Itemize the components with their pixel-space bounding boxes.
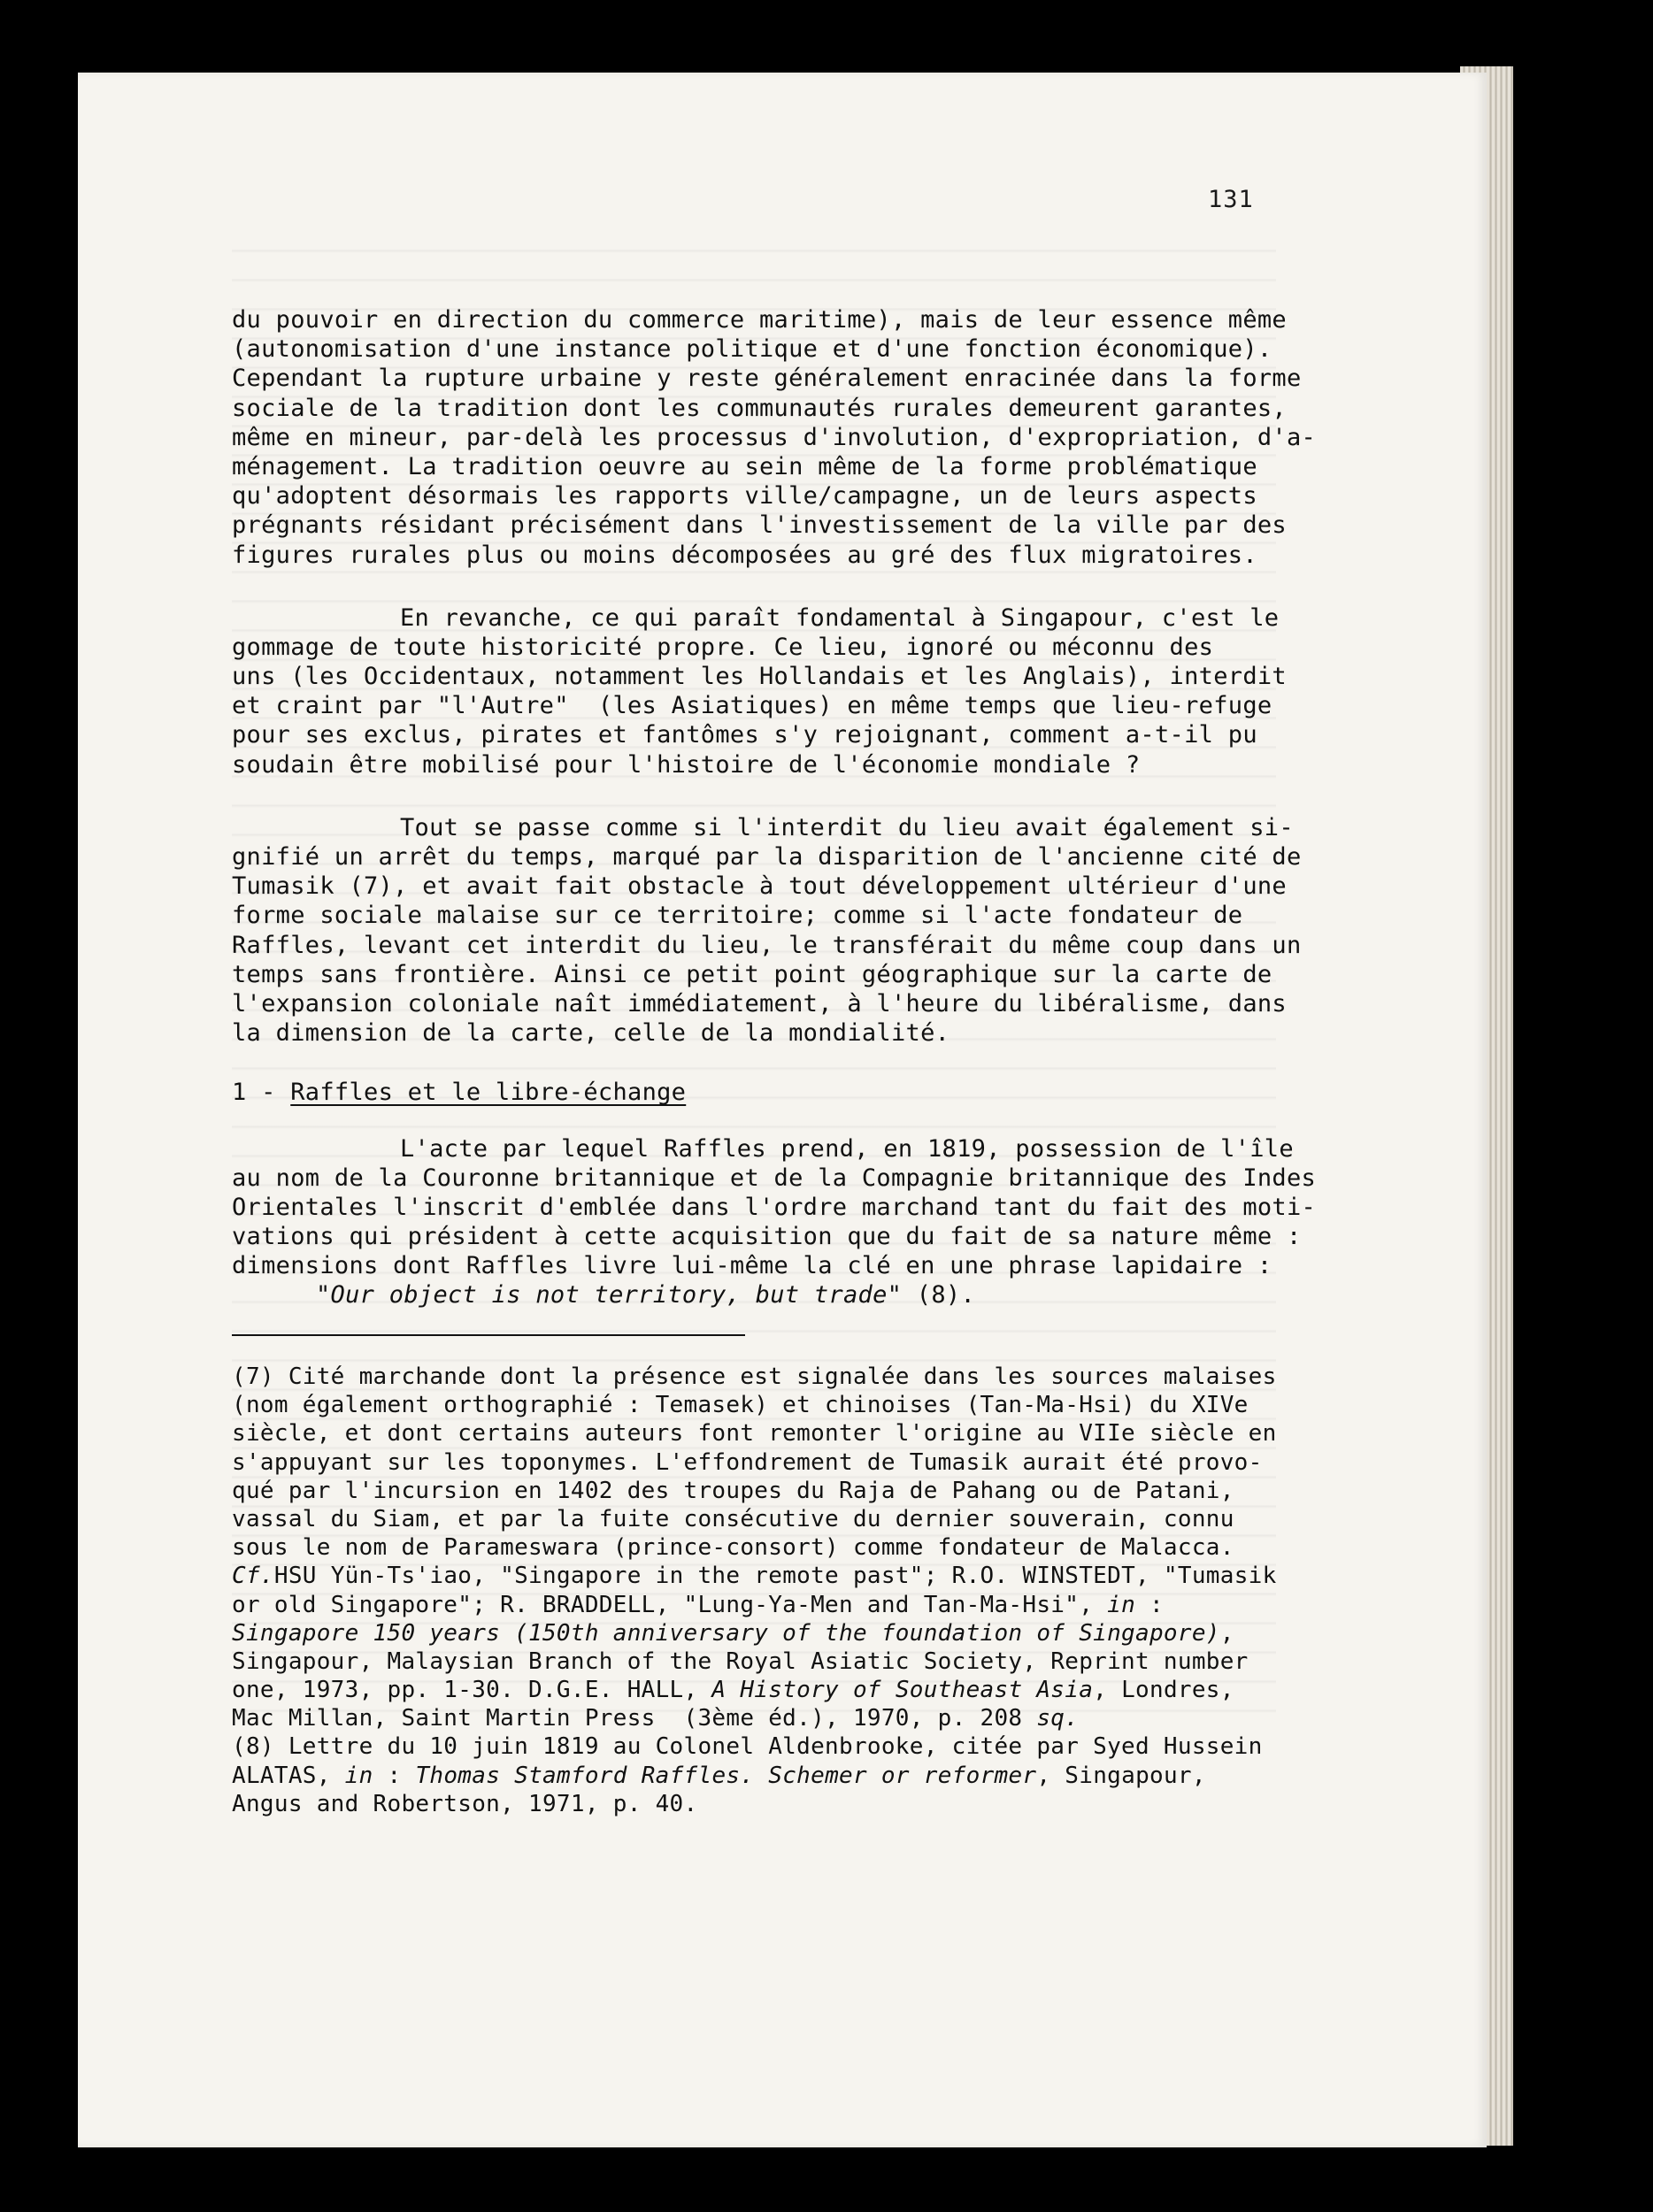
text-line: même en mineur, par-delà les processus d'involution, d'expropriation, d'a- xyxy=(232,423,1317,451)
sq-abbrev: sq. xyxy=(1036,1705,1080,1732)
citation-text: ALATAS, xyxy=(232,1762,345,1789)
quotation-line xyxy=(232,1280,1280,1310)
text-line: En revanche, ce qui paraît fondamental à Singapour, c'est le xyxy=(400,603,1280,632)
main-text xyxy=(232,305,1317,1310)
text-line: Raffles, levant cet interdit du lieu, le transférait du même coup dans un xyxy=(232,931,1302,959)
footnote-7 xyxy=(232,1363,1280,1732)
text-line: la dimension de la carte, celle de la mondialité. xyxy=(232,1019,950,1048)
footnote-line: (nom également orthographié : Temasek) et chinoises (Tan-Ma-Hsi) du XIVe xyxy=(232,1392,1249,1419)
text-line: Orientales l'inscrit d'emblée dans l'ordre marchand tant du fait des moti- xyxy=(232,1193,1317,1221)
footnote-line: qué par l'incursion en 1402 des troupes du Raja de Pahang ou de Patani, xyxy=(232,1477,1234,1504)
in-word: in xyxy=(344,1762,373,1789)
text-line: prégnants résidant précisément dans l'investissement de la ville par des xyxy=(232,511,1287,540)
text-line: Tout se passe comme si l'interdit du lieu avait également si- xyxy=(400,813,1294,841)
text-line: temps sans frontière. Ainsi ce petit point géographique sur la carte de xyxy=(232,960,1272,988)
footnote-line: Singapour, Malaysian Branch of the Royal Asiatic Society, Reprint number xyxy=(232,1647,1249,1675)
book-title: Thomas Stamford Raffles. Schemer or reformer xyxy=(415,1762,1037,1789)
footnotes xyxy=(232,1363,1280,1818)
citation-text: or old Singapore"; R. BRADDELL, "Lung-Ya-Men and Tan-Ma-Hsi", xyxy=(232,1591,1108,1618)
footnote-ref-8: (8). xyxy=(902,1281,975,1310)
footnote-line: vassal du Siam, et par la fuite consécutive du dernier souverain, connu xyxy=(232,1505,1234,1532)
citation-text: HSU Yün-Ts'iao, "Singapore in the remote past"; R.O. WINSTEDT, "Tumasik xyxy=(273,1563,1277,1590)
citation-text: , xyxy=(1219,1619,1234,1647)
text-line: gnifié un arrêt du temps, marqué par la disparition de l'ancienne cité de xyxy=(232,843,1302,871)
text-line: dimensions dont Raffles livre lui-même la clé en une phrase lapidaire : xyxy=(232,1252,1272,1280)
citation-text: , Singapour, xyxy=(1036,1762,1206,1789)
footnote-line xyxy=(232,1591,1280,1619)
text-line: figures rurales plus ou moins décomposées au gré des flux migratoires. xyxy=(232,541,1257,569)
section-title: Raffles et le libre-échange xyxy=(290,1079,687,1107)
page-number: 131 xyxy=(1208,186,1254,213)
citation-text: : xyxy=(1135,1591,1164,1618)
footnote-line xyxy=(232,1562,1280,1590)
text-line: du pouvoir en direction du commerce maritime), mais de leur essence même xyxy=(232,306,1287,334)
paragraph-1 xyxy=(232,305,1317,570)
text-line: L'acte par lequel Raffles prend, en 1819, possession de l'île xyxy=(400,1134,1294,1163)
book-title: Singapore 150 years (150th anniversary of the foundation of Singapore) xyxy=(232,1619,1220,1647)
footnote-divider xyxy=(232,1334,745,1336)
footnote-line: siècle, et dont certains auteurs font remonter l'origine au VIIe siècle en xyxy=(232,1420,1277,1448)
cf-abbrev: Cf. xyxy=(232,1563,274,1590)
footnote-line: sous le nom de Parameswara (prince-consort) comme fondateur de Malacca. xyxy=(232,1534,1234,1562)
text-line: l'expansion coloniale naît immédiatement, à l'heure du libéralisme, dans xyxy=(232,989,1287,1018)
text-line: gommage de toute historicité propre. Ce lieu, ignoré ou méconnu des xyxy=(232,633,1214,661)
text-line: et craint par "l'Autre" (les Asiatiques) en même temps que lieu-refuge xyxy=(232,692,1272,720)
text-line: soudain être mobilisé pour l'histoire de l'économie mondiale ? xyxy=(232,750,1141,779)
text-line: Tumasik (7), et avait fait obstacle à tout développement ultérieur d'une xyxy=(232,872,1287,901)
in-word: in xyxy=(1107,1591,1136,1618)
text-line: Cependant la rupture urbaine y reste généralement enracinée dans la forme xyxy=(232,365,1302,393)
text-line: qu'adoptent désormais les rapports ville/campagne, un de leurs aspects xyxy=(232,482,1257,511)
text-line: pour ses exclus, pirates et fantômes s'y rejoignant, comment a-t-il pu xyxy=(232,721,1257,749)
footnote-line: (8) Lettre du 10 juin 1819 au Colonel Aldenbrooke, citée par Syed Hussein xyxy=(232,1733,1263,1761)
text-line: ménagement. La tradition oeuvre au sein même de la forme problématique xyxy=(232,452,1257,480)
text-line: vations qui président à cette acquisition que du fait de sa nature même : xyxy=(232,1223,1302,1251)
paragraph-4 xyxy=(232,1134,1317,1310)
footnote-line xyxy=(232,1762,1280,1790)
footnote-line: (7) Cité marchande dont la présence est signalée dans les sources malaises xyxy=(232,1363,1277,1390)
section-heading xyxy=(232,1078,1280,1107)
text-line: forme sociale malaise sur ce territoire; comme si l'acte fondateur de xyxy=(232,902,1243,930)
text-line: sociale de la tradition dont les communautés rurales demeurent garantes, xyxy=(232,394,1287,422)
section-number: 1 - xyxy=(232,1079,291,1107)
paragraph-2 xyxy=(232,603,1287,780)
footnote-line: Angus and Robertson, 1971, p. 40. xyxy=(232,1790,698,1817)
text-line: au nom de la Couronne britannique et de la Compagnie britannique des Indes xyxy=(232,1164,1317,1192)
citation-text: : xyxy=(373,1762,416,1789)
footnote-8 xyxy=(232,1732,1280,1818)
footnote-line xyxy=(232,1704,1280,1732)
text-line: (autonomisation d'une instance politique et d'une fonction économique). xyxy=(232,335,1272,364)
footnote-line xyxy=(232,1676,1280,1704)
paragraph-3 xyxy=(232,813,1302,1048)
citation-text: , Londres, xyxy=(1093,1677,1234,1704)
citation-text: one, 1973, pp. 1-30. D.G.E. HALL, xyxy=(232,1677,712,1704)
text-line: uns (les Occidentaux, notamment les Hollandais et les Anglais), interdit xyxy=(232,663,1287,691)
footnote-line: s'appuyant sur les toponymes. L'effondrement de Tumasik aurait été provo- xyxy=(232,1448,1263,1476)
book-title: A History of Southeast Asia xyxy=(711,1677,1094,1704)
footnote-line xyxy=(232,1619,1280,1647)
raffles-quote: "Our object is not territory, but trade" xyxy=(316,1281,903,1310)
citation-text: Mac Millan, Saint Martin Press (3ème éd.), 1970, p. 208 xyxy=(232,1705,1037,1732)
